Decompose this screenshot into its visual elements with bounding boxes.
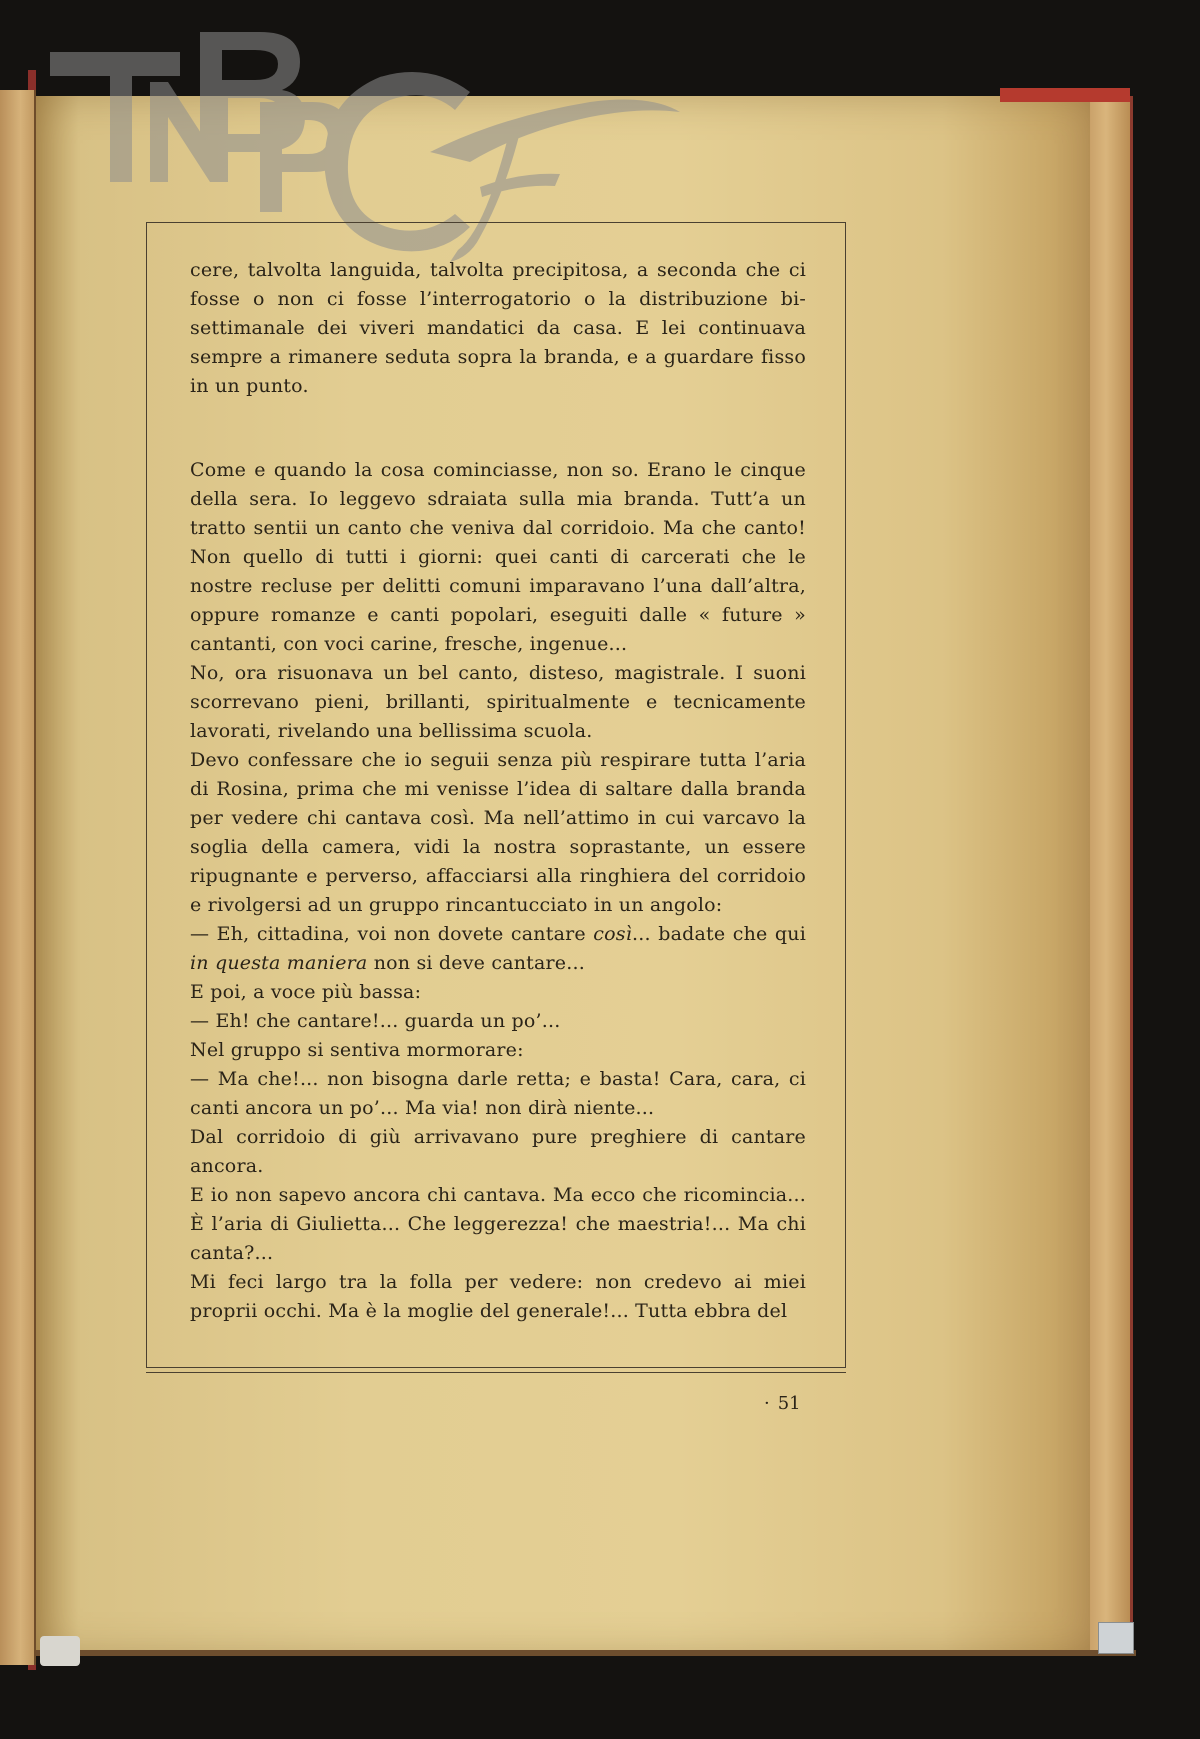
previous-page-edge bbox=[0, 90, 36, 1665]
book-cover-corner bbox=[1000, 88, 1130, 102]
paragraph: E io non sapevo ancora chi cantava. Ma ecco che ricomincia... È l’aria di Giulietta... Che leggerezza! che maestria!... Ma chi canta?... bbox=[190, 1184, 806, 1264]
paragraph-continuation: cere, talvolta languida, talvolta precipitosa, a seconda che ci fosse o non ci fosse l’interrogatorio o la distribuzione bi-settimanale dei viveri mandatici da casa. E lei continuava sempre a rimanere seduta sopra la branda, e a guardare fisso in un punto. bbox=[190, 259, 806, 397]
paragraph: Devo confessare che io seguii senza più respirare tutta l’aria di Rosina, prima che mi venisse l’idea di saltare dalla branda per vedere chi cantava così. Ma nell’attimo in cui varcavo la soglia della camera, vidi la nostra soprastante, un essere ripugnante e perverso, affacciarsi alla ringhiera del corridoio e rivolgersi ad un gruppo rincantucciato in un angolo: bbox=[190, 749, 806, 916]
paragraph: E poi, a voce più bassa: bbox=[190, 981, 422, 1003]
italic-text: così bbox=[593, 923, 633, 945]
paragraph-dialogue: — Ma che!... non bisogna darle retta; e basta! Cara, cara, ci canti ancora un po’... Ma via! non dirà niente... bbox=[190, 1068, 806, 1119]
text-block-main bbox=[190, 456, 806, 1326]
paragraph: Dal corridoio di giù arrivavano pure preghiere di cantare ancora. bbox=[190, 1126, 806, 1177]
frame-bottom-rule bbox=[146, 1372, 846, 1373]
paragraph: Nel gruppo si sentiva mormorare: bbox=[190, 1039, 524, 1061]
text-run: ... badate che qui bbox=[632, 923, 806, 945]
page-number-dot: · bbox=[764, 1393, 770, 1414]
italic-text: in questa maniera bbox=[190, 952, 368, 974]
paragraph: Come e quando la cosa cominciasse, non so. Erano le cinque della sera. Io leggevo sdraiata sulla mia branda. Tutt’a un tratto sentii un canto che veniva dal corridoio. Ma che canto! Non quello di tutti i giorni: quei canti di carcerati che le nostre recluse per delitti comuni imparavano l’una dall’altra, oppure romanze e canti popolari, eseguiti dalle « future » cantanti, con voci carine, fresche, ingenue... bbox=[190, 459, 806, 655]
page-right-edge bbox=[1090, 96, 1133, 1656]
paragraph-dialogue bbox=[190, 920, 806, 978]
page-number bbox=[764, 1393, 801, 1414]
ribbon-marker-right bbox=[1098, 1622, 1134, 1654]
page-number-value: 51 bbox=[777, 1393, 801, 1414]
ribbon-marker-left bbox=[40, 1636, 80, 1666]
book-bottom-edge bbox=[36, 1650, 1136, 1656]
text-block-top bbox=[190, 256, 806, 401]
text-run: — Eh, cittadina, voi non dovete cantare bbox=[190, 923, 594, 945]
paragraph: Mi feci largo tra la folla per vedere: non credevo ai miei proprii occhi. Ma è la moglie del generale!... Tutta ebbra del bbox=[190, 1271, 806, 1322]
text-run: non si deve cantare... bbox=[367, 952, 585, 974]
paragraph-dialogue: — Eh! che cantare!... guarda un po’... bbox=[190, 1010, 561, 1032]
paragraph: No, ora risuonava un bel canto, disteso, magistrale. I suoni scorrevano pieni, brillanti, spiritualmente e tecnicamente lavorati, rivelando una bellissima scuola. bbox=[190, 662, 806, 742]
